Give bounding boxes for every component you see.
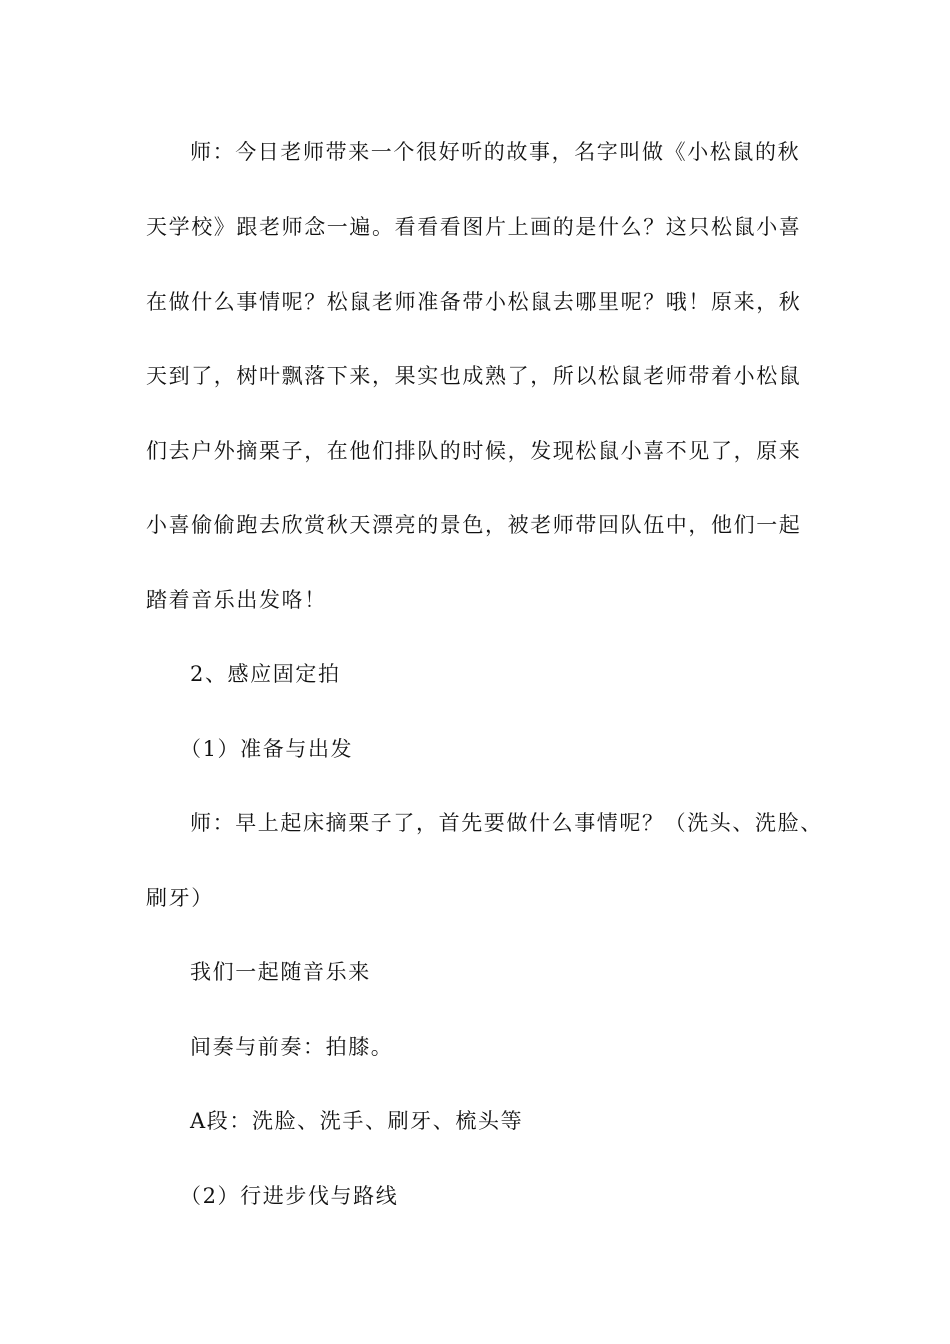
paragraph-line: 天学校》跟老师念一遍。看看看图片上画的是什么？这只松鼠小喜: [146, 215, 802, 239]
subsection-heading: （1）准备与出发: [180, 737, 354, 761]
paragraph-line: A段：洗脸、洗手、刷牙、梳头等: [190, 1109, 524, 1133]
paragraph-line: 踏着音乐出发咯！: [146, 588, 327, 612]
paragraph-line: 我们一起随音乐来: [190, 960, 371, 984]
paragraph-line: 在做什么事情呢？松鼠老师准备带小松鼠去哪里呢？哦！原来，秋: [146, 290, 802, 314]
paragraph-line: 师：早上起床摘栗子了，首先要做什么事情呢？（洗头、洗脸、: [190, 811, 823, 835]
paragraph-line: 间奏与前奏：拍膝。: [190, 1035, 394, 1059]
paragraph-line: 天到了，树叶飘落下来，果实也成熟了，所以松鼠老师带着小松鼠: [146, 364, 802, 388]
paragraph-line: 师：今日老师带来一个很好听的故事，名字叫做《小松鼠的秋: [190, 140, 801, 164]
paragraph-line: 刷牙）: [146, 886, 214, 910]
paragraph-line: 们去户外摘栗子，在他们排队的时候，发现松鼠小喜不见了，原来: [146, 439, 802, 463]
subsection-heading: （2）行进步伐与路线: [180, 1184, 399, 1208]
section-heading: 2、感应固定拍: [190, 662, 341, 686]
paragraph-line: 小喜偷偷跑去欣赏秋天漂亮的景色，被老师带回队伍中，他们一起: [146, 513, 802, 537]
